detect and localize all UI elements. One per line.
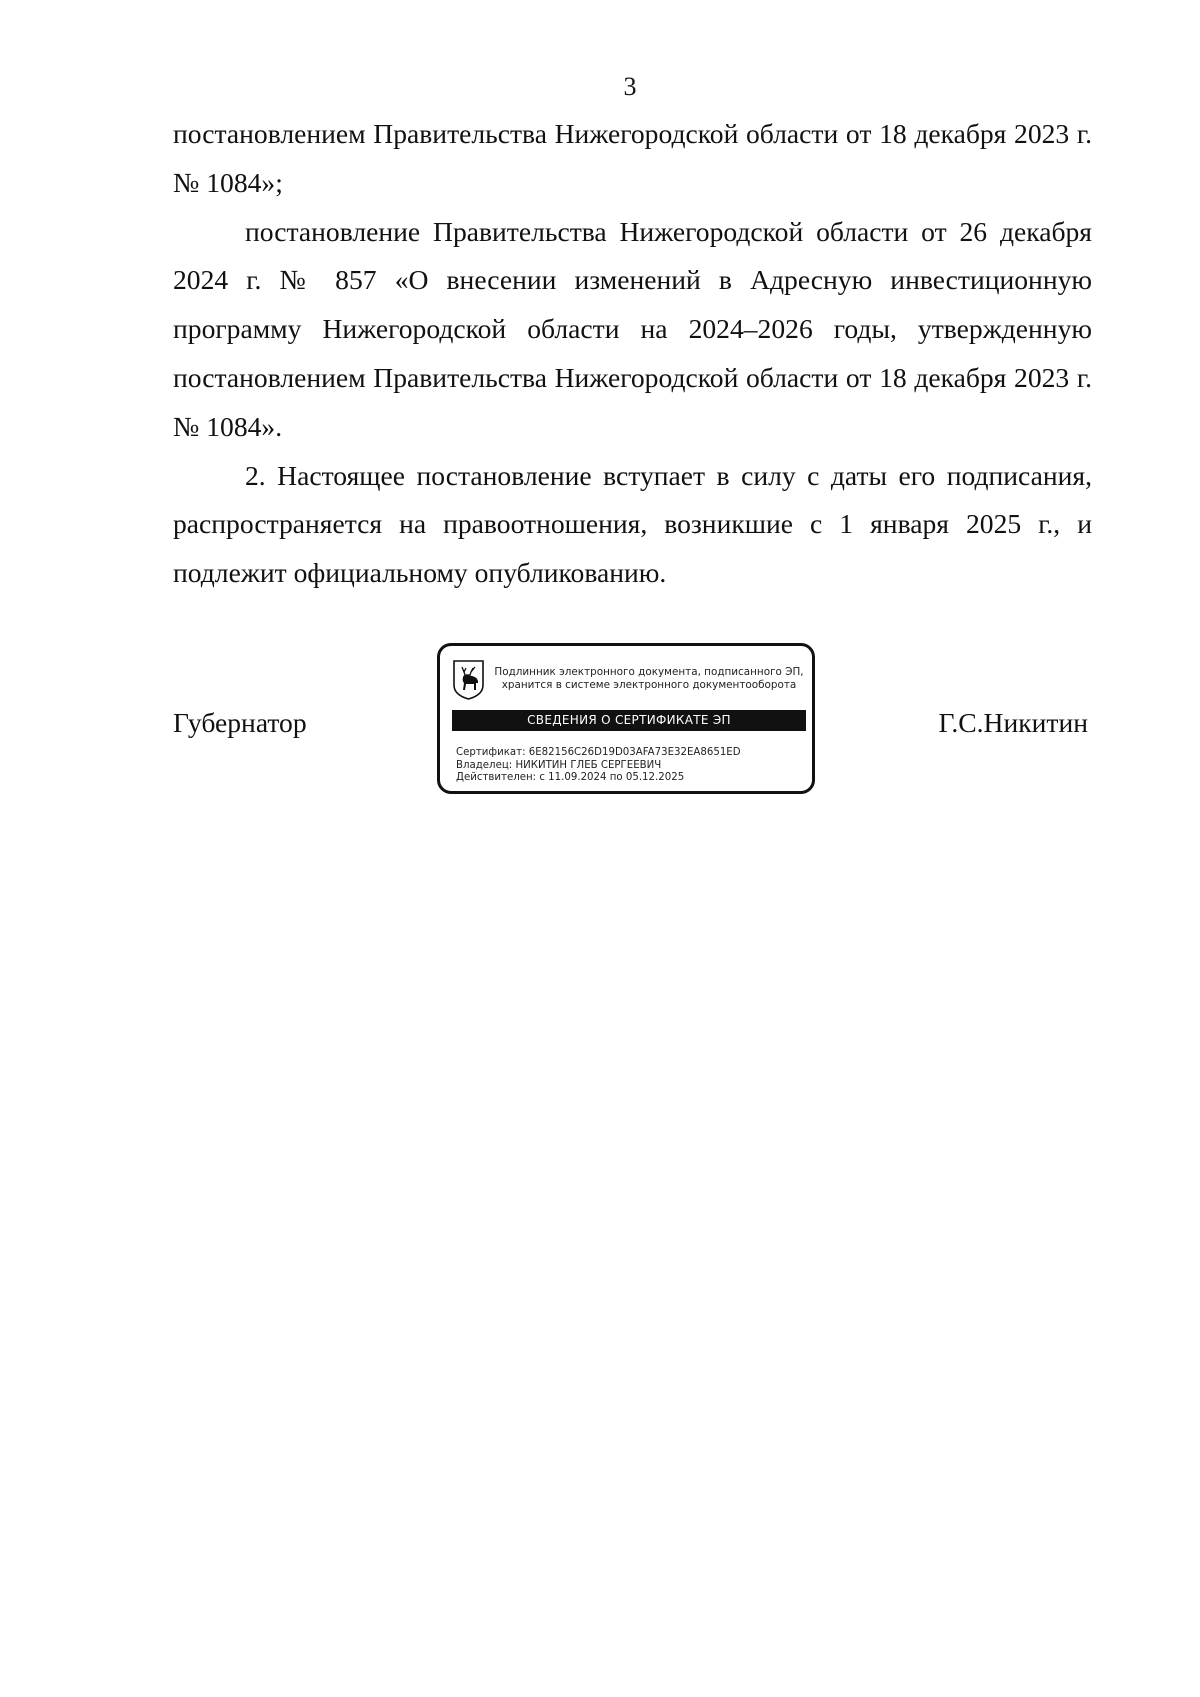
certificate-number: Сертификат: 6E82156C26D19D03AFA73E32EA8651ED	[456, 747, 741, 758]
page-number: 3	[623, 72, 637, 101]
electronic-signature-stamp	[437, 643, 815, 794]
signatory-title: Губернатор	[173, 707, 307, 738]
signatory-name: Г.С.Никитин	[938, 707, 1088, 738]
certificate-owner: Владелец: НИКИТИН ГЛЕБ СЕРГЕЕВИЧ	[456, 759, 662, 771]
document-body	[173, 110, 1092, 598]
paragraph-resolution-857: постановление Правительства Нижегородской области от 26 декабря 2024 г. № 857 «О внесении изменений в Адресную инвестиционную программу Нижегородской области на 2024–2026 годы, утвержденную постановлением Правительства Нижегородской области от 18 декабря 2023 г. № 1084».	[173, 215, 1092, 442]
stamp-header-line: хранится в системе электронного документооборота	[501, 679, 797, 691]
stamp-header	[488, 666, 810, 692]
certificate-validity: Действителен: с 11.09.2024 по 05.12.2025	[456, 772, 685, 783]
signature-block	[173, 641, 1092, 801]
paragraph-effective-date: 2. Настоящее постановление вступает в силу с даты его подписания, распространяется на правоотношения, возникшие с 1 января 2025 г., и подлежит официальному опубликованию.	[173, 459, 1092, 589]
stamp-header-line: Подлинник электронного документа, подписанного ЭП,	[494, 666, 804, 678]
deer-emblem-icon	[452, 659, 485, 700]
certificate-details	[456, 747, 741, 785]
certificate-info-bar: СВЕДЕНИЯ О СЕРТИФИКАТЕ ЭП	[452, 710, 806, 731]
paragraph-continuation: постановлением Правительства Нижегородской области от 18 декабря 2023 г. № 1084»;	[173, 118, 1092, 198]
